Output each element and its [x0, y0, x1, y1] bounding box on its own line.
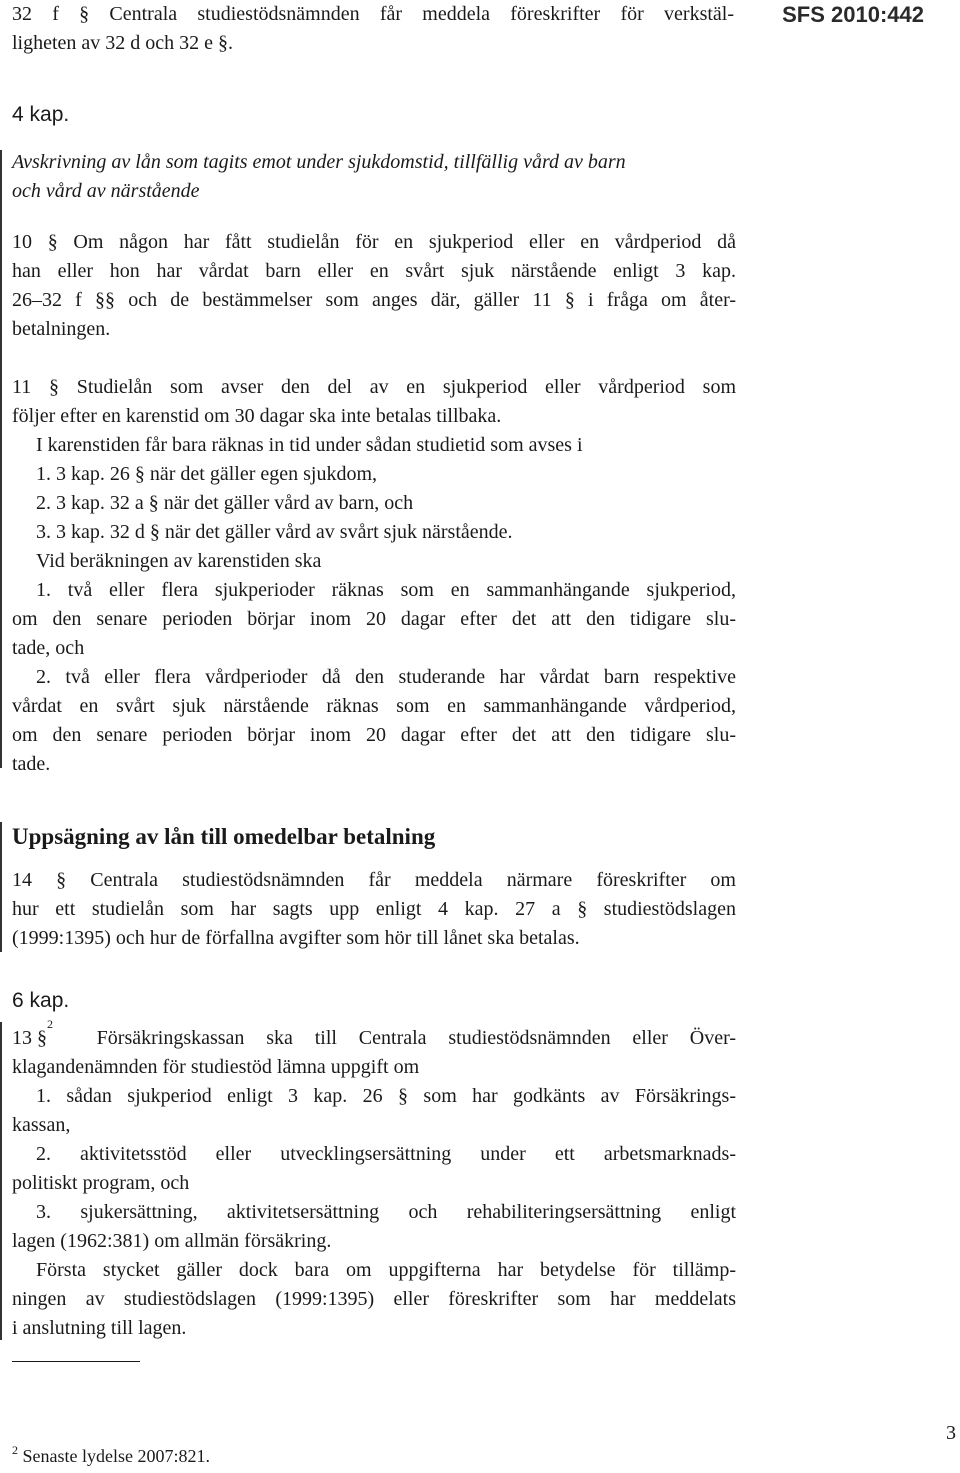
p13-line-9: Första stycket gäller dock bara om uppgifterna har betydelse för tillämp-	[36, 1259, 736, 1281]
header-line-2: ligheten av 32 d och 32 e §.	[12, 32, 234, 54]
p13-list-item-2: 2. aktivitetsstöd eller utvecklingsersättning under ett arbetsmarknads-	[36, 1143, 736, 1165]
p10-line-4: betalningen.	[12, 318, 111, 340]
change-bar-chapter6	[0, 1022, 2, 1340]
p13-list-item-1-cont: kassan,	[12, 1114, 71, 1136]
chapter-4-subheading-2: och vård av närstående	[12, 180, 200, 202]
p13-section-label: 13 §	[12, 1027, 47, 1049]
p13-line-1	[12, 1017, 736, 1053]
change-bar-uppsagning	[0, 822, 2, 952]
p14-line-2: hur ett studielån som har sagts upp enligt 4 kap. 27 a § studiestödslagen	[12, 898, 736, 920]
p11-list-item-2: 2. 3 kap. 32 a § när det gäller vård av barn, och	[36, 492, 414, 514]
footnote-marker: 2	[12, 1443, 18, 1457]
p11-line-3: I karenstiden får bara räknas in tid under sådan studietid som avses i	[36, 434, 583, 456]
p11-line-10: tade, och	[12, 637, 85, 659]
p11-line-11: 2. två eller flera vårdperioder då den studerande har vårdat barn respektive	[36, 666, 736, 688]
p13-list-item-3: 3. sjukersättning, aktivitetsersättning och rehabiliteringsersättning enligt	[36, 1201, 736, 1223]
footnote	[12, 1444, 210, 1468]
p11-line-14: tade.	[12, 753, 51, 775]
chapter-4-subheading-1: Avskrivning av lån som tagits emot under sjukdomstid, tillfällig vård av barn	[12, 151, 626, 173]
p10-line-1: 10 § Om någon har fått studielån för en sjukperiod eller en vårdperiod då	[12, 231, 736, 253]
p13-line-11: i anslutning till lagen.	[12, 1317, 187, 1339]
footnote-rule	[12, 1361, 140, 1362]
sfs-number: SFS 2010:442	[782, 2, 924, 27]
chapter-6-title: 6 kap.	[12, 989, 70, 1012]
p13-list-item-1: 1. sådan sjukperiod enligt 3 kap. 26 § som har godkänts av Försäkrings-	[36, 1085, 736, 1107]
p11-list-item-1: 1. 3 kap. 26 § när det gäller egen sjukdom,	[36, 463, 378, 485]
p14-line-1: 14 § Centrala studiestödsnämnden får meddela närmare föreskrifter om	[12, 869, 736, 891]
p13-line-10: ningen av studiestödslagen (1999:1395) eller föreskrifter som har meddelats	[12, 1288, 736, 1310]
p14-line-3: (1999:1395) och hur de förfallna avgifter som hör till lånet ska betalas.	[12, 927, 580, 949]
p13-line-1-text: Försäkringskassan ska till Centrala studiestödsnämnden eller Över-	[53, 1027, 736, 1049]
uppsagning-heading: Uppsägning av lån till omedelbar betalning	[12, 824, 436, 849]
page-number: 3	[946, 1422, 956, 1444]
change-bar-chapter4	[0, 150, 2, 768]
p10-line-3: 26–32 f §§ och de bestämmelser som anges där, gäller 11 § i fråga om åter-	[12, 289, 736, 311]
p11-line-7: Vid beräkningen av karenstiden ska	[36, 550, 322, 572]
footnote-ref: 2	[47, 1017, 53, 1031]
footnote-text: Senaste lydelse 2007:821.	[18, 1446, 210, 1466]
p11-list-item-3: 3. 3 kap. 32 d § när det gäller vård av svårt sjuk närstående.	[36, 521, 513, 543]
p11-line-2: följer efter en karenstid om 30 dagar ska inte betalas tillbaka.	[12, 405, 502, 427]
p11-line-12: vårdat en svårt sjuk närstående räknas som en sammanhängande vårdperiod,	[12, 695, 736, 717]
header-line-1: 32 f § Centrala studiestödsnämnden får meddela föreskrifter för verkstäl-	[12, 3, 734, 25]
p13-line-2: klagandenämnden för studiestöd lämna uppgift om	[12, 1056, 420, 1078]
p13-list-item-2-cont: politiskt program, och	[12, 1172, 190, 1194]
p11-line-8: 1. två eller flera sjukperioder räknas som en sammanhängande sjukperiod,	[36, 579, 736, 601]
p11-line-13: om den senare perioden börjar inom 20 dagar efter det att den tidigare slu-	[12, 724, 736, 746]
p10-line-2: han eller hon har vårdat barn eller en svårt sjuk närstående enligt 3 kap.	[12, 260, 736, 282]
p13-list-item-3-cont: lagen (1962:381) om allmän försäkring.	[12, 1230, 332, 1252]
chapter-4-title: 4 kap.	[12, 103, 70, 126]
p11-line-1: 11 § Studielån som avser den del av en sjukperiod eller vårdperiod som	[12, 376, 736, 398]
p11-line-9: om den senare perioden börjar inom 20 dagar efter det att den tidigare slu-	[12, 608, 736, 630]
